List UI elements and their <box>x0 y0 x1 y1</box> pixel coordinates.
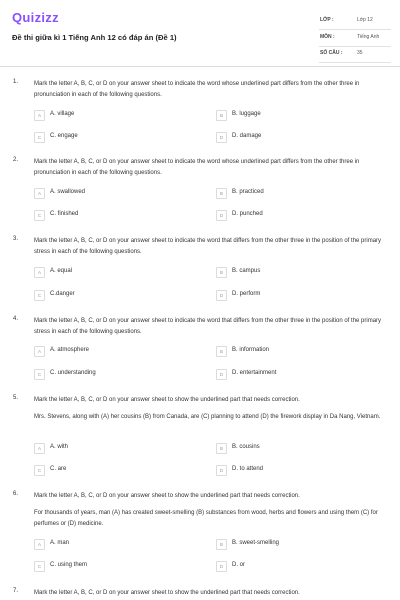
option-letter-box: C <box>34 561 45 572</box>
meta-value: 35 <box>357 50 363 56</box>
option-letter-box: D <box>216 561 227 572</box>
question-number: 3. <box>13 236 19 242</box>
question-text: Mark the letter A, B, C, or D on your answer sheet to show the underlined part that needs correction. <box>34 590 300 596</box>
option-text: D. punched <box>232 211 263 217</box>
meta-key: MÔN : <box>320 33 335 40</box>
meta-value: Tiếng Anh <box>357 33 380 40</box>
question-text: Mark the letter A, B, C, or D on your answer sheet to show the underlined part that needs correction. <box>34 397 300 403</box>
question-number: 1. <box>13 79 19 85</box>
option-letter-box: B <box>216 110 227 121</box>
option-letter-box: A <box>34 110 45 121</box>
option-text: A. man <box>50 540 70 546</box>
option-text: D. damage <box>232 133 262 139</box>
option-text: B. sweet-smelling <box>232 540 280 546</box>
option-text: D. entertainment <box>232 370 277 376</box>
meta-value: Lớp 12 <box>357 17 373 23</box>
worksheet-title: Đề thi giữa kì 1 Tiếng Anh 12 có đáp án (Đề 1) <box>12 33 177 42</box>
option-text: A. atmosphere <box>50 347 90 353</box>
option-text: B. campus <box>232 268 261 274</box>
meta-row-class <box>319 15 391 30</box>
option-text: B. cousins <box>232 444 260 450</box>
question-text: Mark the letter A, B, C, or D on your answer sheet to indicate the word that differs from the other three in the position of the primary stress in each of the following questions. <box>34 238 382 255</box>
option-text: C. understanding <box>50 370 96 376</box>
question-number: 2. <box>13 157 19 163</box>
option-letter-box: B <box>216 539 227 550</box>
option-letter-box: C <box>34 132 45 143</box>
question-number: 5. <box>13 395 19 401</box>
option-letter-box: A <box>34 346 45 357</box>
question-number: 6. <box>13 491 19 497</box>
option-text: B. practiced <box>232 189 264 195</box>
option-text: D. perform <box>232 291 261 297</box>
option-letter-box: C <box>34 210 45 221</box>
option-letter-box: C <box>34 369 45 380</box>
question-text: Mark the letter A, B, C, or D on your answer sheet to show the underlined part that needs correction. <box>34 493 300 499</box>
meta-row-subject <box>319 32 391 47</box>
option-letter-box: D <box>216 369 227 380</box>
option-text: C. finished <box>50 211 79 217</box>
option-letter-box: D <box>216 465 227 476</box>
option-letter-box: D <box>216 290 227 301</box>
option-letter-box: C <box>34 290 45 301</box>
question-sentence: For thousands of years, man (A) has created sweet-smelling (B) substances from wood, herbs and flowers and using them (C) for perfumes or (D) medicine. <box>34 510 378 527</box>
option-letter-box: D <box>216 210 227 221</box>
question-sentence: Mrs. Stevens, along with (A) her cousins (B) from Canada, are (C) planning to attend (D) the firework display in Da Nang, Vietnam. <box>34 414 381 420</box>
option-letter-box: A <box>34 443 45 454</box>
option-text: A. with <box>50 444 69 450</box>
worksheet-header <box>0 0 400 66</box>
option-text: C. are <box>50 466 67 472</box>
worksheet-meta <box>319 15 391 65</box>
option-letter-box: C <box>34 465 45 476</box>
meta-key: LỚP : <box>320 17 334 23</box>
option-text: B. luggage <box>232 111 261 117</box>
question-text: Mark the letter A, B, C, or D on your answer sheet to indicate the word that differs from the other three in the position of the primary stress in each of the following questions. <box>34 318 382 335</box>
option-text: A. swallowed <box>50 189 86 195</box>
question-number: 7. <box>13 588 19 594</box>
header-divider <box>0 66 400 67</box>
option-text: D. to attend <box>232 466 264 472</box>
meta-key: SỐ CÂU : <box>320 50 343 56</box>
option-letter-box: B <box>216 267 227 278</box>
option-text: A. village <box>50 111 75 117</box>
option-text: D. or <box>232 562 246 568</box>
option-letter-box: B <box>216 443 227 454</box>
option-letter-box: B <box>216 346 227 357</box>
quizizz-logo: Quizizz <box>12 10 59 25</box>
option-text: A. equal <box>50 268 73 274</box>
option-text: B. information <box>232 347 270 353</box>
option-letter-box: A <box>34 267 45 278</box>
option-text: C. engage <box>50 133 78 139</box>
question-text: Mark the letter A, B, C, or D on your answer sheet to indicate the word whose underlined part differs from the other three in pronunciation in each of the following questions. <box>34 159 360 176</box>
option-letter-box: A <box>34 188 45 199</box>
option-letter-box: B <box>216 188 227 199</box>
option-letter-box: D <box>216 132 227 143</box>
option-text: C. using them <box>50 562 88 568</box>
meta-row-count <box>319 48 391 63</box>
question-text: Mark the letter A, B, C, or D on your answer sheet to indicate the word whose underlined part differs from the other three in pronunciation in each of the following questions. <box>34 81 360 98</box>
option-letter-box: A <box>34 539 45 550</box>
question-number: 4. <box>13 316 19 322</box>
option-text: C.danger <box>50 291 75 297</box>
